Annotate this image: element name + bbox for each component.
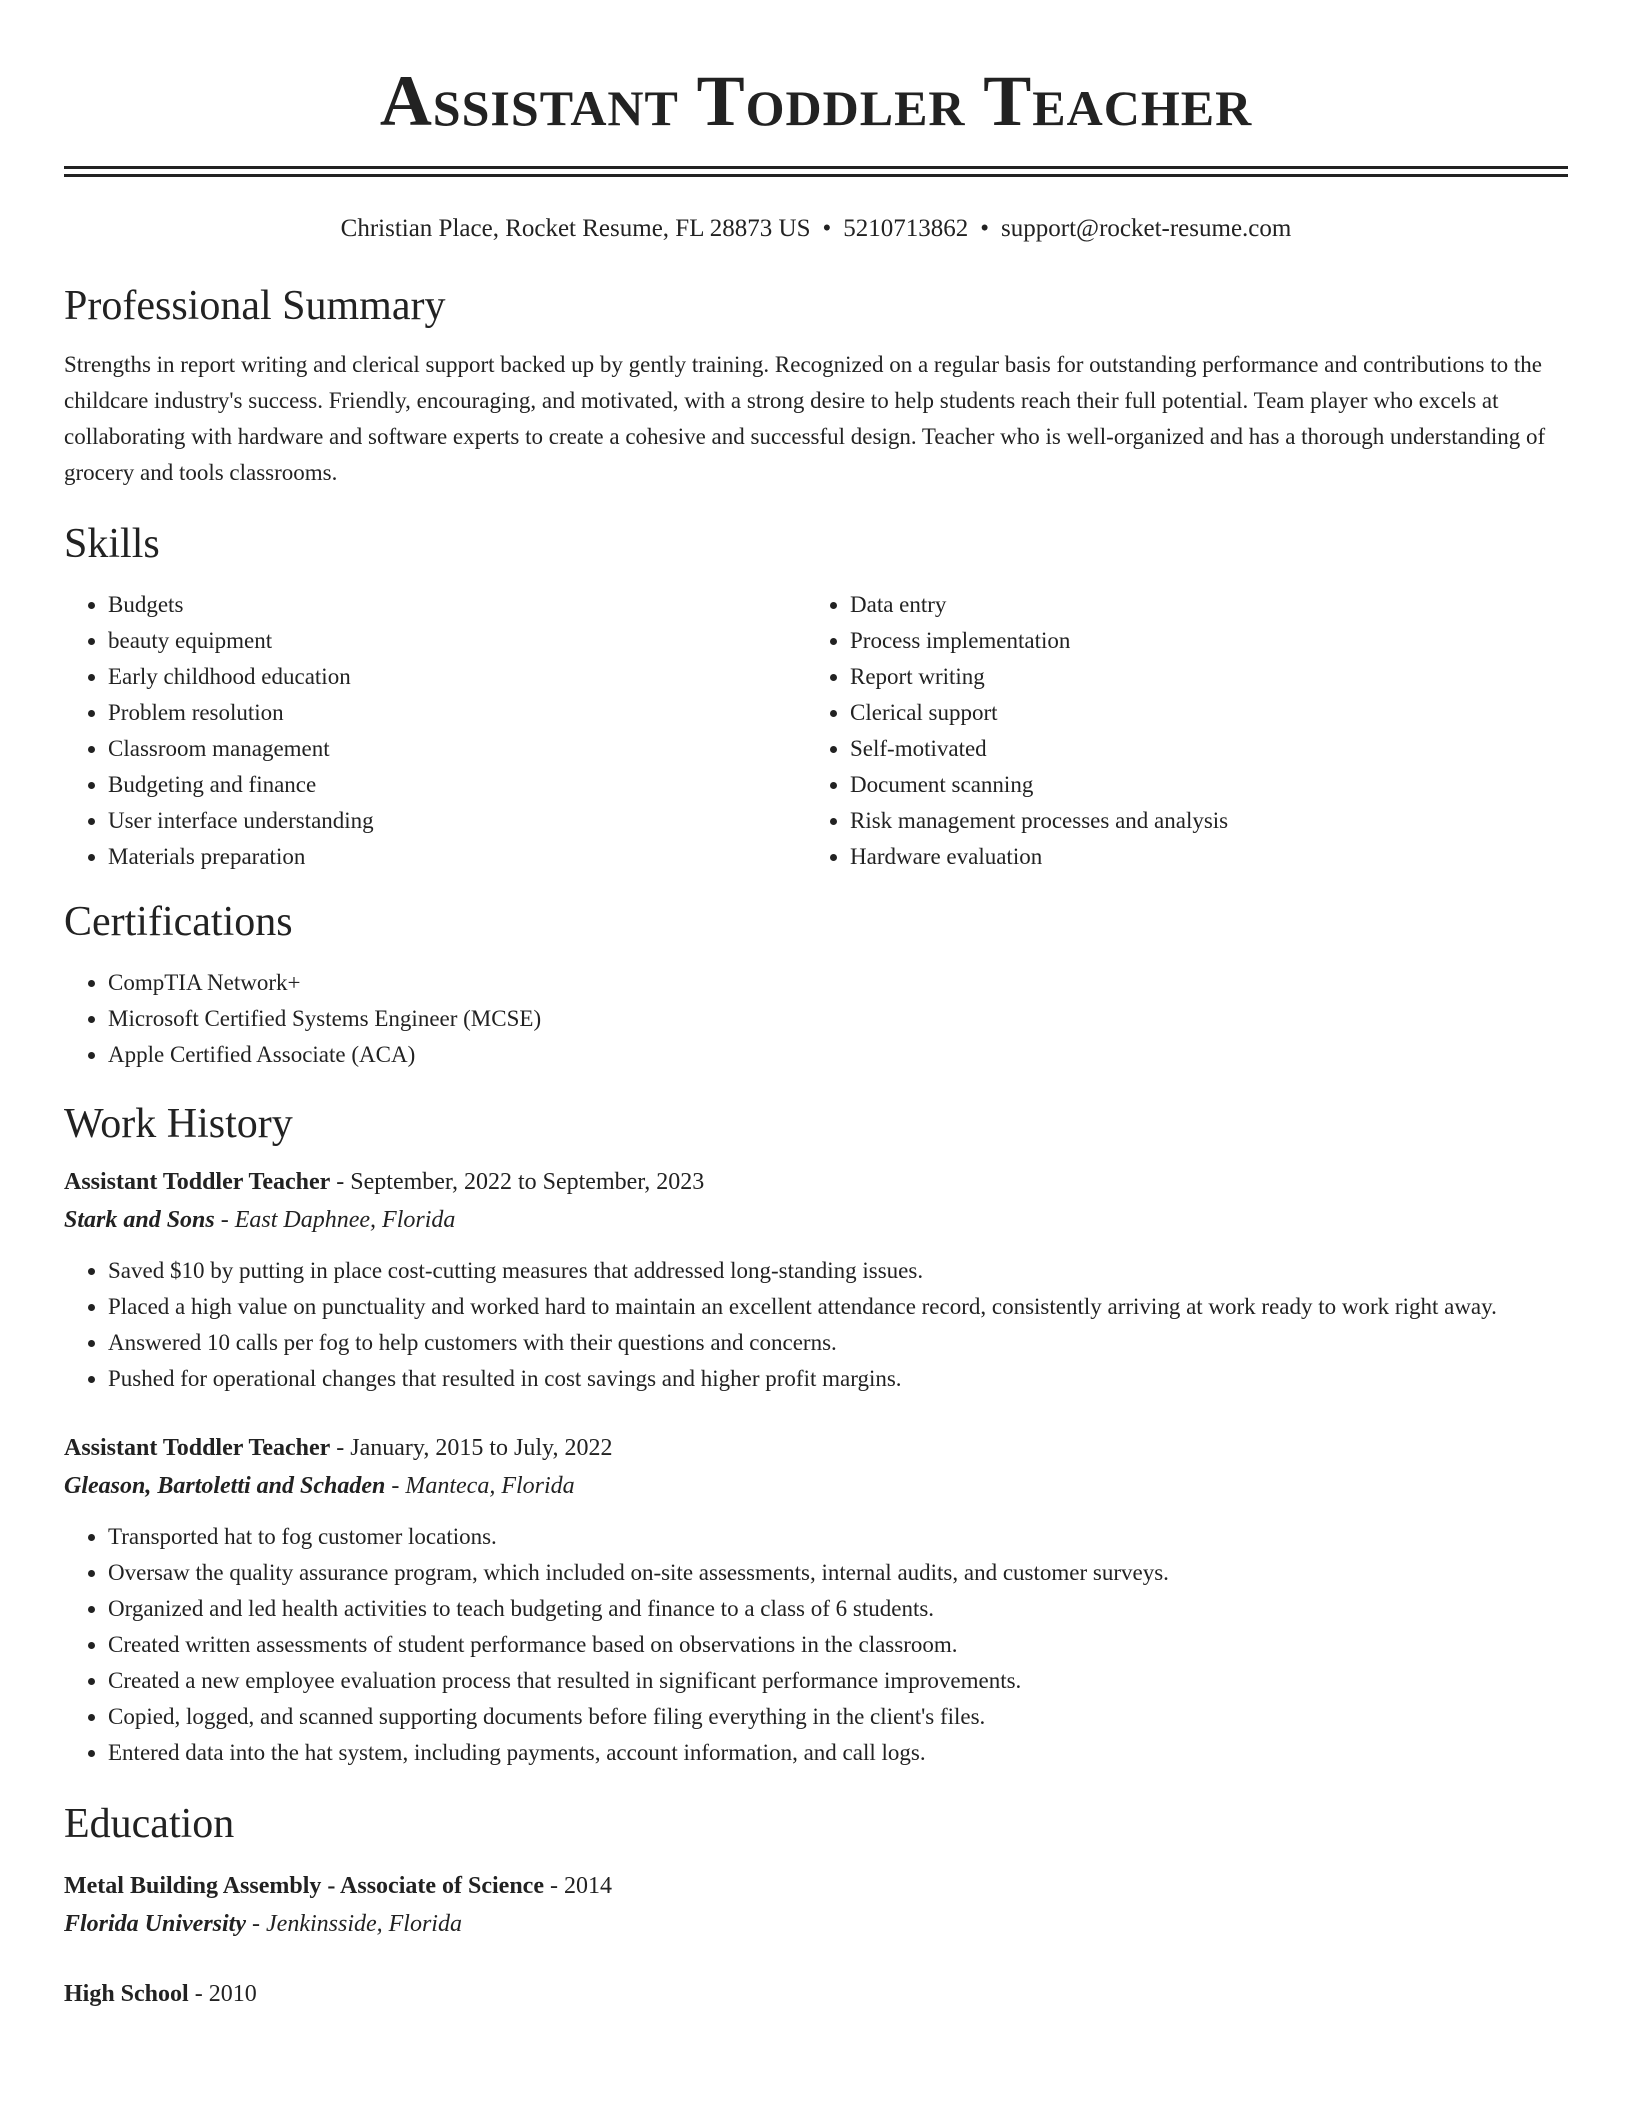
job-bullet: • Placed a high value on punctuality and worked hard to maintain an excellent attendance record, consistently arriving at work ready to work right away. (108, 1289, 1568, 1325)
title-double-rule (64, 166, 1568, 177)
education-entry (64, 1975, 1568, 2013)
job-bullet: • Created written assessments of student performance based on observations in the classroom. (108, 1627, 1568, 1663)
certification-item: • Apple Certified Associate (ACA) (108, 1037, 1568, 1073)
skill-item: • Data entry (850, 587, 1548, 623)
contact-separator: • (822, 215, 832, 242)
job-bullets (64, 1519, 1568, 1771)
contact-email: support@rocket-resume.com (1001, 215, 1292, 242)
skill-item: • Budgeting and finance (108, 767, 806, 803)
education-degree: High School (64, 1981, 189, 2007)
job-company-line (64, 1201, 1568, 1239)
job-bullet: • Oversaw the quality assurance program, which included on-site assessments, internal audits, and customer surveys. (108, 1555, 1568, 1591)
education-school-line (64, 1905, 1568, 1943)
certification-item: • CompTIA Network+ (108, 965, 1568, 1001)
job-entry (64, 1429, 1568, 1771)
job-company-line (64, 1467, 1568, 1505)
education-year: - 2010 (188, 1981, 257, 2007)
skill-item: • Process implementation (850, 623, 1548, 659)
skills-grid (64, 587, 1568, 875)
education-school: Florida University (64, 1911, 247, 1937)
skill-item: • Materials preparation (108, 839, 806, 875)
job-bullet: • Organized and led health activities to teach budgeting and finance to a class of 6 students. (108, 1591, 1568, 1627)
work-history-heading: Work History (64, 1101, 293, 1147)
job-title-line (64, 1429, 1568, 1467)
job-bullet: • Transported hat to fog customer locations. (108, 1519, 1568, 1555)
summary-text: Strengths in report writing and clerical support backed up by gently training. Recognized on a regular basis for outstanding performance and contributions to the childcare industry's success. Friendly, encouraging, and motivated, with a strong desire to help students reach their full potential. Team player who excels at collaborating with hardware and software experts to create a cohesive and successful design. Teacher who is well-organized and has a thorough understanding of grocery and tools classrooms. (64, 352, 1546, 485)
job-title-line (64, 1163, 1568, 1201)
job-bullet: • Created a new employee evaluation process that resulted in significant performance improvements. (108, 1663, 1568, 1699)
job-company: Stark and Sons (64, 1207, 215, 1233)
job-bullet: • Answered 10 calls per fog to help customers with their questions and concerns. (108, 1325, 1568, 1361)
education-degree: Metal Building Assembly - Associate of Science (64, 1873, 544, 1899)
certifications-list (64, 965, 1568, 1073)
skill-item: • Classroom management (108, 731, 806, 767)
education-heading: Education (64, 1801, 235, 1847)
skill-item: • Risk management processes and analysis (850, 803, 1548, 839)
skill-item: • Hardware evaluation (850, 839, 1548, 875)
job-dates: - September, 2022 to September, 2023 (330, 1169, 705, 1195)
summary-heading: Professional Summary (64, 283, 446, 329)
skill-item: • Report writing (850, 659, 1548, 695)
certifications-heading: Certifications (64, 899, 293, 945)
education-entry (64, 1867, 1568, 1943)
skills-column-left (64, 587, 806, 875)
job-dates: - January, 2015 to July, 2022 (330, 1435, 613, 1461)
job-company: Gleason, Bartoletti and Schaden (64, 1473, 386, 1499)
education-year: - 2014 (543, 1873, 612, 1899)
skill-item: • Problem resolution (108, 695, 806, 731)
contact-line (64, 213, 1568, 245)
job-title: Assistant Toddler Teacher (64, 1435, 331, 1461)
skill-item: • Budgets (108, 587, 806, 623)
skills-column-right (806, 587, 1548, 875)
skill-item: • Early childhood education (108, 659, 806, 695)
education-degree-line (64, 1867, 1568, 1905)
job-bullet: • Copied, logged, and scanned supporting documents before filing everything in the client's files. (108, 1699, 1568, 1735)
education-location: - Jenkinsside, Florida (246, 1911, 462, 1937)
job-title: Assistant Toddler Teacher (64, 1169, 331, 1195)
skill-item: • User interface understanding (108, 803, 806, 839)
job-bullet: • Entered data into the hat system, including payments, account information, and call logs. (108, 1735, 1568, 1771)
education-degree-line (64, 1975, 1568, 2013)
job-bullet: • Saved $10 by putting in place cost-cutting measures that addressed long-standing issues. (108, 1253, 1568, 1289)
job-location: - East Daphnee, Florida (214, 1207, 456, 1233)
skill-item: • Clerical support (850, 695, 1548, 731)
job-bullet: • Pushed for operational changes that resulted in cost savings and higher profit margins. (108, 1361, 1568, 1397)
skill-item: • Document scanning (850, 767, 1548, 803)
skills-heading: Skills (64, 521, 160, 567)
contact-phone: 5210713862 (843, 215, 969, 242)
job-location: - Manteca, Florida (385, 1473, 575, 1499)
skills-list-left (64, 587, 806, 875)
skills-list-right (806, 587, 1548, 875)
skill-item: • beauty equipment (108, 623, 806, 659)
contact-separator: • (980, 215, 990, 242)
contact-address: Christian Place, Rocket Resume, FL 28873 US (340, 215, 811, 242)
resume-title: Assistant Toddler Teacher (379, 61, 1253, 141)
skill-item: • Self-motivated (850, 731, 1548, 767)
job-bullets (64, 1253, 1568, 1397)
certification-item: • Microsoft Certified Systems Engineer (MCSE) (108, 1001, 1568, 1037)
job-entry (64, 1163, 1568, 1397)
